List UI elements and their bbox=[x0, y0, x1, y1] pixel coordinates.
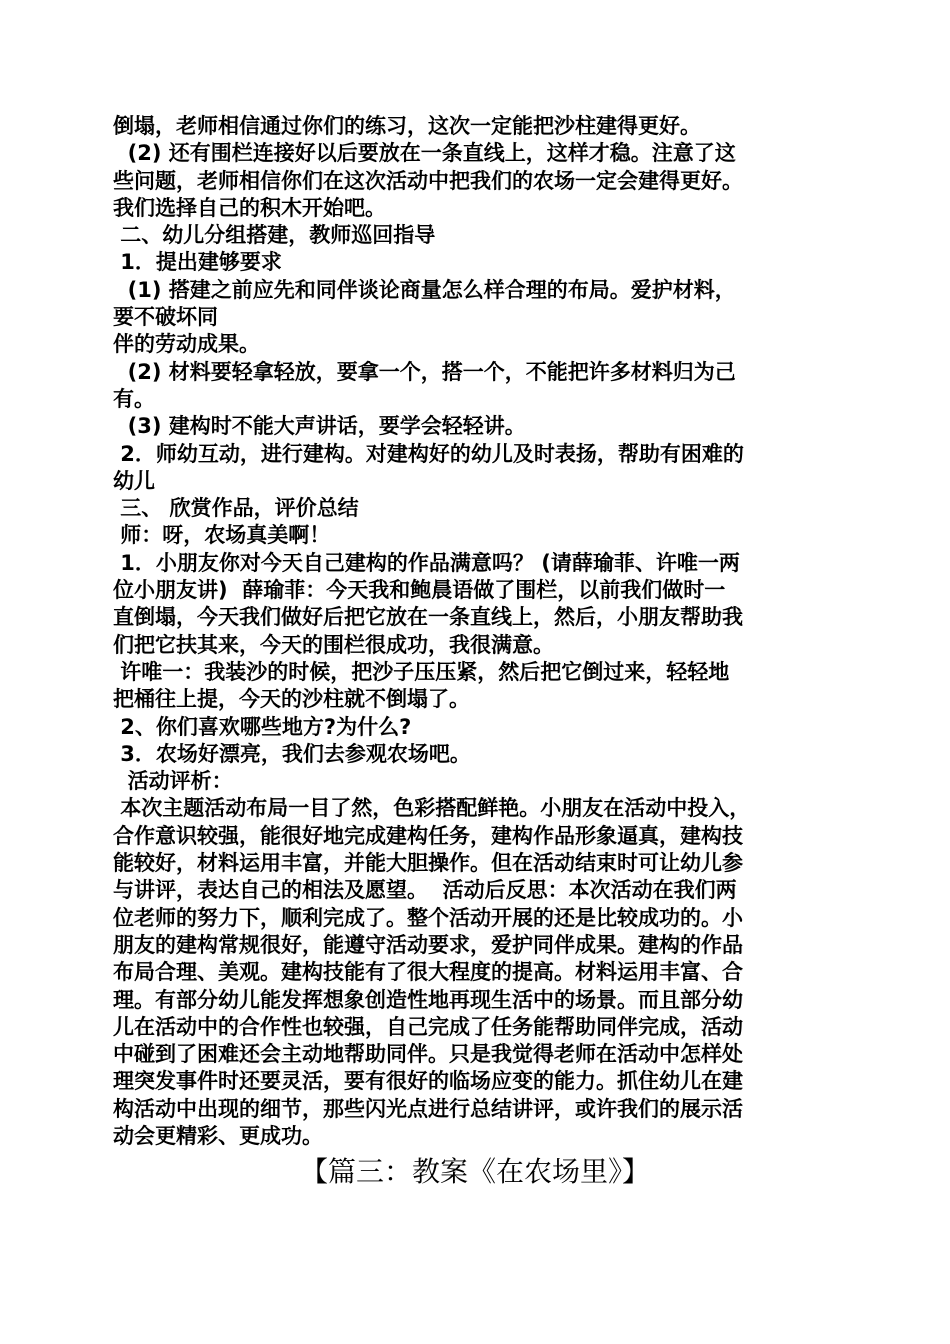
text-line: (2) 材料要轻拿轻放，要拿一个，搭一个，不能把许多材料归为己 bbox=[113, 359, 736, 384]
text-line: 能较好，材料运用丰富，并能大胆操作。但在活动结束时可让幼儿参 bbox=[113, 851, 743, 876]
text-line: 3．农场好漂亮，我们去参观农场吧。 bbox=[113, 741, 471, 766]
text-line: (1) 搭建之前应先和同伴谈论商量怎么样合理的布局。爱护材料， bbox=[113, 277, 736, 302]
text-line: 把桶往上提，今天的沙柱就不倒塌了。 bbox=[113, 687, 470, 712]
text-line: 直倒塌，今天我们做好后把它放在一条直线上，然后，小朋友帮助我 bbox=[113, 605, 743, 630]
text-line: 们把它扶其来，今天的围栏很成功，我很满意。 bbox=[113, 632, 554, 657]
text-line: 理突发事件时还要灵活，要有很好的临场应变的能力。抓住幼儿在建 bbox=[113, 1069, 743, 1094]
text-line: 构活动中出现的细节，那些闪光点进行总结讲评，或许我们的展示活 bbox=[113, 1096, 743, 1121]
text-line: 布局合理、美观。建构技能有了很大程度的提高。材料运用丰富、合 bbox=[113, 960, 743, 985]
text-line: 动会更精彩、更成功。 bbox=[113, 1123, 323, 1148]
document-body bbox=[113, 113, 837, 1192]
section-heading: 【篇三：教案《在农场里》】 bbox=[299, 1155, 650, 1189]
text-line: 要不破坏同 bbox=[113, 305, 218, 330]
text-line: 中碰到了困难还会主动地帮助同伴。只是我觉得老师在活动中怎样处 bbox=[113, 1042, 743, 1067]
text-line: 倒塌，老师相信通过你们的练习，这次一定能把沙柱建得更好。 bbox=[113, 114, 701, 138]
text-line: 朋友的建构常规很好，能遵守活动要求，爱护同伴成果。建构的作品 bbox=[113, 932, 743, 957]
text-line: 幼儿 bbox=[113, 468, 155, 493]
text-line: 1．小朋友你对今天自己建构的作品满意吗？ (请薛瑜菲、许唯一两 bbox=[113, 550, 740, 575]
text-line: 活动评析： bbox=[113, 769, 233, 794]
text-line: 儿在活动中的合作性也较强，自己完成了任务能帮助同伴完成，活动 bbox=[113, 1014, 743, 1039]
text-line: 理。有部分幼儿能发挥想象创造性地再现生活中的场景。而且部分幼 bbox=[113, 987, 743, 1012]
section-subheading: 二、幼儿分组搭建，教师巡回指导 bbox=[113, 223, 436, 248]
text-line: 许唯一：我装沙的时候，把沙子压压紧，然后把它倒过来，轻轻地 bbox=[113, 659, 730, 684]
section-subheading: 三、 欣赏作品，评价总结 bbox=[113, 496, 359, 521]
text-line: 些问题，老师相信你们在这次活动中把我们的农场一定会建得更好。 bbox=[113, 168, 743, 193]
text-line: 本次主题活动布局一目了然，色彩搭配鲜艳。小朋友在活动中投入， bbox=[113, 796, 751, 821]
text-line: 伴的劳动成果。 bbox=[113, 332, 260, 357]
text-line: 位老师的努力下，顺利完成了。整个活动开展的还是比较成功的。小 bbox=[113, 905, 743, 930]
text-line: 师：呀，农场真美啊！ bbox=[113, 523, 331, 548]
text-line: 我们选择自己的积木开始吧。 bbox=[113, 195, 386, 220]
text-line: 1．提出建够要求 bbox=[113, 250, 282, 275]
text-line: 与讲评，表达自己的相法及愿望。 活动后反思：本次活动在我们两 bbox=[113, 878, 737, 903]
text-line: (3) 建构时不能大声讲话，要学会轻轻讲。 bbox=[113, 414, 526, 439]
text-line: (2) 还有围栏连接好以后要放在一条直线上，这样才稳。注意了这 bbox=[113, 141, 736, 166]
text-line: 合作意识较强，能很好地完成建构任务，建构作品形象逼真，建构技 bbox=[113, 823, 743, 848]
text-line: 2．师幼互动，进行建构。对建构好的幼儿及时表扬，帮助有困难的 bbox=[113, 441, 744, 466]
text-line: 有。 bbox=[113, 386, 155, 411]
text-line: 2、你们喜欢哪些地方?为什么? bbox=[113, 714, 412, 739]
text-line: 位小朋友讲) 薛瑜菲：今天我和鲍晨语做了围栏，以前我们做时一 bbox=[113, 578, 726, 603]
